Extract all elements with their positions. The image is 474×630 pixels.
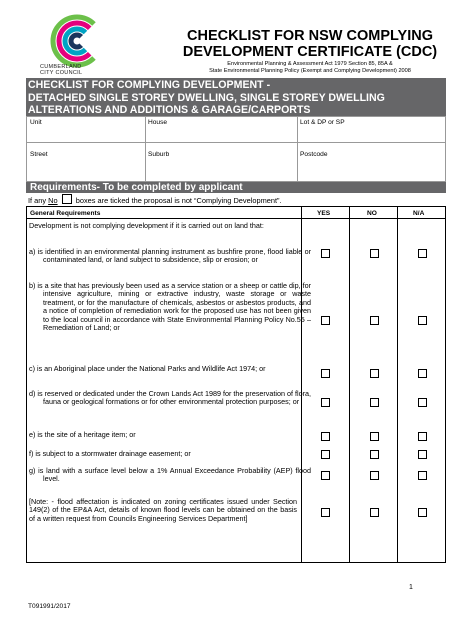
no-checkbox[interactable] xyxy=(370,508,379,517)
yes-checkbox[interactable] xyxy=(321,432,330,441)
requirements-intro: Development is not complying development if it is carried out on land that: xyxy=(29,221,264,230)
na-checkbox[interactable] xyxy=(418,508,427,517)
yes-checkbox[interactable] xyxy=(321,249,330,258)
requirement-b xyxy=(29,282,311,332)
grid-divider xyxy=(27,142,446,143)
page-number: 1 xyxy=(409,584,413,591)
title-line: CHECKLIST FOR NSW COMPLYING xyxy=(187,28,433,44)
requirement-text: e) is the site of a heritage item; or xyxy=(29,430,136,439)
street-field[interactable]: Street xyxy=(30,151,48,158)
header-divider xyxy=(27,218,446,219)
na-checkbox[interactable] xyxy=(418,471,427,480)
lot-dp-field[interactable]: Lot & DP or SP xyxy=(300,119,345,126)
col-header-no: NO xyxy=(367,210,377,217)
col-header-general: General Requirements xyxy=(30,210,101,217)
cumberland-logo xyxy=(50,14,104,68)
page-title xyxy=(175,28,445,60)
col-divider xyxy=(349,207,350,562)
postcode-field[interactable]: Postcode xyxy=(300,151,328,158)
na-checkbox[interactable] xyxy=(418,450,427,459)
no-checkbox[interactable] xyxy=(370,398,379,407)
requirement-g xyxy=(29,467,311,484)
grid-divider xyxy=(297,117,298,182)
if-any-prefix: If any xyxy=(28,196,47,205)
example-checkbox-icon xyxy=(62,194,72,204)
col-header-na: N/A xyxy=(413,210,425,217)
no-checkbox[interactable] xyxy=(370,369,379,378)
yes-checkbox[interactable] xyxy=(321,450,330,459)
requirement-text: g) is land with a surface level below a 1% Annual Exceedance Probability (AEP) flood level. xyxy=(29,466,311,484)
banner-line: ALTERATIONS AND ADDITIONS & GARAGE/CARPORTS xyxy=(28,104,311,117)
council-line: CUMBERLAND xyxy=(40,64,82,70)
requirement-text: d) is reserved or dedicated under the Crown Lands Act 1989 for the preservation of flora, fauna or geological formations or for other environmental protection purposes; or xyxy=(29,389,311,407)
no-checkbox[interactable] xyxy=(370,249,379,258)
col-header-yes: YES xyxy=(317,210,331,217)
grid-divider xyxy=(145,117,146,182)
requirement-d xyxy=(29,390,311,407)
requirement-c xyxy=(29,365,311,373)
na-checkbox[interactable] xyxy=(418,249,427,258)
col-divider xyxy=(397,207,398,562)
requirement-text: b) is a site that has previously been used as a service station or a sheep or cattle dip, for intensive agriculture, mining or extractive industry, waste storage or waste treatment, or for the manufacture of chemicals, asbestos or asbestos products, and a notice of completion of remediation work for the proposed use has not been given to the local council in accordance with State Environmental Planning Policy No.55 – Remediation of Land; or xyxy=(29,281,311,333)
na-checkbox[interactable] xyxy=(418,316,427,325)
unit-field[interactable]: Unit xyxy=(30,119,42,126)
no-checkbox[interactable] xyxy=(370,316,379,325)
no-checkbox[interactable] xyxy=(370,432,379,441)
logo-ring xyxy=(65,29,85,53)
requirements-table xyxy=(26,206,446,563)
legislation-subtitle xyxy=(175,61,445,75)
title-line: DEVELOPMENT CERTIFICATE (CDC) xyxy=(182,44,438,60)
requirement-e xyxy=(29,431,311,439)
na-checkbox[interactable] xyxy=(418,432,427,441)
subtitle-line: Environmental Planning & Assessment Act 1979 Section 85, 85A & xyxy=(227,61,393,67)
yes-checkbox[interactable] xyxy=(321,508,330,517)
logo-ring xyxy=(71,35,81,47)
subtitle-line: State Environmental Planning Policy (Exempt and Complying Development) 2008 xyxy=(209,68,411,74)
banner-line: DETACHED SINGLE STOREY DWELLING, SINGLE STOREY DWELLING xyxy=(28,91,385,104)
document-reference: T091991/2017 xyxy=(28,603,71,610)
suburb-field[interactable]: Suburb xyxy=(148,151,170,158)
requirement-text: c) is an Aboriginal place under the National Parks and Wildlife Act 1974; or xyxy=(29,364,266,373)
yes-checkbox[interactable] xyxy=(321,398,330,407)
yes-checkbox[interactable] xyxy=(321,316,330,325)
yes-checkbox[interactable] xyxy=(321,369,330,378)
house-field[interactable]: House xyxy=(148,119,168,126)
if-any-no: No xyxy=(48,196,58,205)
banner-line: CHECKLIST FOR COMPLYING DEVELOPMENT - xyxy=(28,79,271,91)
na-checkbox[interactable] xyxy=(418,369,427,378)
requirement-a xyxy=(29,248,311,265)
flood-note: [Note: - flood affectation is indicated on zoning certificates issued under Section 149(2) of the EP&A Act, details of known flood levels can be obtained on the basis of a written request from Councils Engineering Services Department] xyxy=(29,497,297,523)
yes-checkbox[interactable] xyxy=(321,471,330,480)
requirement-f xyxy=(29,450,311,458)
address-grid xyxy=(26,116,446,182)
council-line: CITY COUNCIL xyxy=(40,70,83,76)
requirement-text: a) is identified in an environmental planning instrument as bushfire prone, flood liable or contaminated land, or land subject to subsidence, slip or erosion; or xyxy=(29,247,311,265)
if-any-note xyxy=(28,194,282,205)
no-checkbox[interactable] xyxy=(370,450,379,459)
na-checkbox[interactable] xyxy=(418,398,427,407)
requirement-text: f) is subject to a stormwater drainage easement; or xyxy=(29,449,191,458)
no-checkbox[interactable] xyxy=(370,471,379,480)
council-name xyxy=(40,64,130,76)
if-any-suffix: boxes are ticked the proposal is not “Complying Development”. xyxy=(75,196,282,205)
checklist-banner xyxy=(26,78,446,116)
requirements-heading: Requirements- To be completed by applicant xyxy=(26,182,446,193)
